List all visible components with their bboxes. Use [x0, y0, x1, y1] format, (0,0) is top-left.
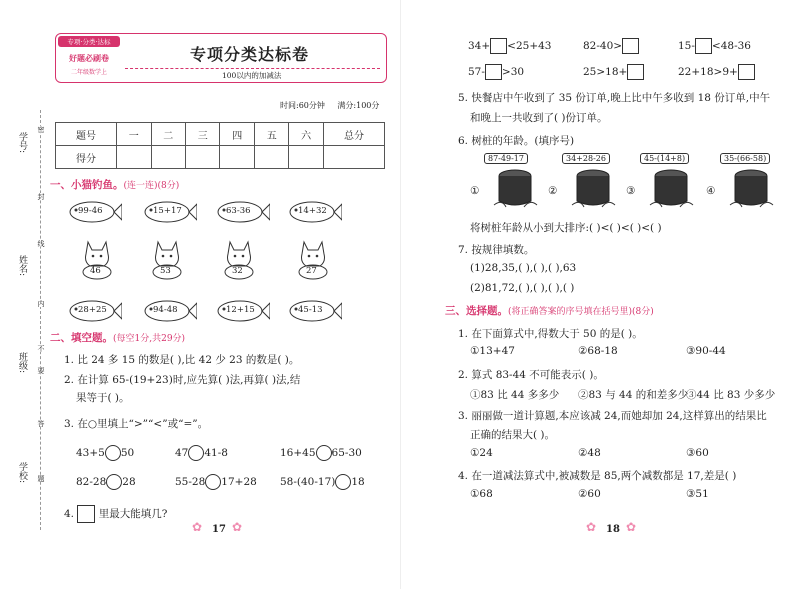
expr-part: 15- — [678, 40, 695, 52]
answer-box[interactable] — [627, 64, 644, 80]
class-label: 班级: — [17, 352, 27, 374]
score-header-cell: 五 — [254, 123, 288, 146]
section2-note: (每空1分,共29分) — [113, 334, 186, 344]
right-q4-item — [468, 38, 552, 54]
compare-item — [76, 474, 136, 490]
score-cell[interactable] — [151, 146, 185, 169]
expr-part: 82-40> — [583, 40, 623, 52]
compare-left: 43+5 — [76, 447, 105, 459]
stump-card — [548, 153, 628, 213]
cat-number: 27 — [306, 266, 317, 276]
score-cell[interactable] — [220, 146, 254, 169]
page-number-right: 18 — [606, 524, 620, 535]
cat-number: 46 — [90, 266, 101, 276]
section3-heading — [445, 303, 654, 318]
score-header-cell: 六 — [289, 123, 323, 146]
cat-card[interactable] — [80, 240, 114, 280]
score-table-row — [56, 146, 385, 169]
compare-circle[interactable] — [316, 445, 332, 461]
stump-number: ① — [470, 185, 480, 197]
stump-card — [470, 153, 550, 213]
cat-card[interactable] — [222, 240, 256, 280]
stump-card — [706, 153, 786, 213]
compare-item — [280, 445, 362, 461]
sidebar-dashed-line — [40, 110, 41, 530]
section1-title: 一、小猫钓鱼。 — [50, 179, 124, 191]
tree-stump-icon — [490, 167, 540, 211]
answer-box[interactable] — [485, 64, 502, 80]
seal-char: 要 — [37, 367, 45, 374]
expr-part: 57- — [468, 66, 485, 78]
compare-right: 28 — [122, 476, 136, 488]
fish-card[interactable] — [137, 299, 197, 323]
palm-icon: ✿ — [232, 520, 243, 534]
fish-card[interactable] — [137, 200, 197, 224]
cat-number: 32 — [232, 266, 243, 276]
header-badge: 专项·分类·达标 — [58, 36, 120, 47]
palm-icon: ✿ — [626, 520, 637, 534]
choice-option[interactable]: ①83 比 44 多多少 — [470, 389, 560, 401]
fish-card[interactable] — [62, 200, 122, 224]
compare-left: 47 — [175, 447, 189, 459]
question-text: 将树桩年龄从小到大排序:( )<( )<( )<( ) — [470, 222, 662, 234]
right-q4-item — [678, 38, 751, 54]
question-text: 里最大能填几? — [98, 508, 168, 520]
score-table-header — [56, 123, 385, 146]
tree-stump-icon — [568, 167, 618, 211]
compare-item — [280, 474, 365, 490]
expr-part: 22+18>9+ — [678, 66, 738, 78]
answer-box[interactable] — [490, 38, 507, 54]
seal-char: 答 — [37, 420, 45, 427]
compare-left: 16+45 — [280, 447, 316, 459]
header-grade: 二年级数学上 — [70, 69, 107, 76]
question-text: 7. 按规律填数。 — [458, 244, 535, 256]
score-header-cell: 总分 — [323, 123, 384, 146]
question-text: 正确的结果大( )。 — [470, 429, 556, 441]
score-cell[interactable] — [254, 146, 288, 169]
compare-left: 82-28 — [76, 476, 107, 488]
choice-option[interactable]: ③90-44 — [686, 345, 726, 357]
compare-circle[interactable] — [205, 474, 221, 490]
section2-title: 二、填空题。 — [50, 332, 113, 344]
question-text: 5. 快餐店中午收到了 35 份订单,晚上比中午多收到 18 份订单,中午 — [458, 92, 771, 104]
fish-label: 15+17 — [153, 206, 182, 216]
school-label: 学校: — [17, 462, 27, 484]
seal-char: 密 — [37, 126, 45, 133]
fish-card[interactable] — [210, 299, 270, 323]
stump-number: ④ — [706, 185, 716, 197]
expr-part: 25>18+ — [583, 66, 628, 78]
question-text: (1)28,35,( ),( ),( ),63 — [470, 262, 577, 274]
compare-left: 55-28 — [175, 476, 206, 488]
question-text: 1. 在下面算式中,得数大于 50 的是( )。 — [458, 328, 643, 340]
question-text: 2. 算式 83-44 不可能表示( )。 — [458, 369, 604, 381]
fish-label: 94-48 — [153, 305, 178, 315]
fish-label: 12+15 — [226, 305, 255, 315]
question-text: 6. 树桩的年龄。(填序号) — [458, 135, 575, 147]
compare-right: 41-8 — [204, 447, 228, 459]
palm-icon: ✿ — [586, 520, 597, 534]
compare-right: 17+28 — [221, 476, 257, 488]
stump-expr: 87-49-17 — [484, 153, 528, 164]
tree-stump-icon — [646, 167, 696, 211]
section3-note: (将正确答案的序号填在括号里)(8分) — [508, 307, 654, 317]
name-label: 姓名: — [17, 255, 27, 277]
expr-part: <25+43 — [507, 40, 552, 52]
section1-heading — [50, 177, 179, 192]
answer-box[interactable] — [622, 38, 639, 54]
question-text: 3. 丽丽做一道计算题,本应该减 24,而她却加 24,这样算出的结果比 — [458, 410, 767, 422]
student-no-label: 学号: — [17, 132, 27, 154]
page-number-left: 17 — [212, 524, 226, 535]
fish-label: 99-46 — [78, 206, 103, 216]
choice-option[interactable]: ③60 — [686, 447, 709, 459]
fish-card[interactable] — [210, 200, 270, 224]
page-divider — [400, 0, 401, 589]
fish-card[interactable] — [62, 299, 122, 323]
brand-panel — [58, 36, 120, 78]
score-row-label: 得分 — [56, 146, 117, 169]
fish-label: 14+32 — [298, 206, 327, 216]
answer-box[interactable] — [738, 64, 755, 80]
seal-char: 封 — [37, 193, 45, 200]
compare-right: 50 — [120, 447, 135, 459]
seal-char: 不 — [37, 345, 45, 352]
stump-number: ③ — [626, 185, 636, 197]
answer-box[interactable] — [77, 505, 95, 523]
exam-score: 满分:100分 — [337, 101, 380, 110]
answer-box[interactable] — [695, 38, 712, 54]
question-text: 3. 在○里填上“>”“<”或“=”。 — [64, 418, 209, 430]
compare-right: 18 — [351, 476, 365, 488]
exam-info — [280, 100, 379, 111]
fish-label: 45-13 — [298, 305, 323, 315]
stump-expr: 45-(14+8) — [640, 153, 689, 164]
score-cell[interactable] — [323, 146, 384, 169]
question-text: 1. 比 24 多 15 的数是( ),比 42 少 23 的数是( )。 — [64, 354, 300, 366]
score-cell[interactable] — [117, 146, 151, 169]
compare-item — [175, 474, 257, 490]
question-text: (2)81,72,( ),( ),( ),( ) — [470, 282, 575, 294]
choice-option[interactable]: ②68-18 — [578, 345, 618, 357]
fish-label: 28+25 — [78, 305, 107, 315]
choice-option[interactable]: ②83 与 44 的和差多少 — [578, 389, 689, 401]
page-title: 专项分类达标卷 — [190, 45, 310, 64]
question-number: 4. — [64, 508, 75, 520]
score-cell[interactable] — [289, 146, 323, 169]
question-text: 4. 在一道减法算式中,被减数是 85,两个减数都是 17,差是( ) — [458, 470, 737, 482]
right-q4-item — [468, 64, 524, 80]
section1-note: (连一连)(8分) — [123, 181, 180, 191]
question-text: 果等于( )。 — [76, 392, 130, 404]
cat-number: 53 — [160, 266, 171, 276]
compare-circle[interactable] — [188, 445, 204, 461]
exam-time: 时间:60分钟 — [280, 101, 325, 110]
score-header-cell: 四 — [220, 123, 254, 146]
seal-char: 题 — [37, 475, 45, 482]
seal-char: 内 — [37, 300, 45, 307]
section3-title: 三、选择题。 — [445, 305, 508, 317]
fish-card[interactable] — [282, 200, 342, 224]
score-cell[interactable] — [185, 146, 219, 169]
compare-item — [76, 445, 134, 461]
expr-part: 34+ — [468, 40, 491, 52]
compare-left: 58-(40-17) — [280, 476, 336, 488]
right-q4-item — [583, 64, 644, 80]
right-q4-item — [583, 38, 639, 54]
compare-circle[interactable] — [105, 445, 121, 461]
stump-expr: 35-(66-58) — [720, 153, 770, 164]
score-table — [55, 122, 385, 169]
compare-item — [175, 445, 228, 461]
compare-right: 65-30 — [331, 447, 362, 459]
cat-card[interactable] — [150, 240, 184, 280]
choice-option[interactable]: ③44 比 83 少多少 — [686, 389, 776, 401]
score-header-cell: 题号 — [56, 123, 117, 146]
header-brand: 好题必刷卷 — [69, 53, 109, 63]
section2-heading — [50, 330, 185, 345]
stump-card — [626, 153, 706, 213]
seal-char: 线 — [37, 240, 45, 247]
score-header-cell: 一 — [117, 123, 151, 146]
question-4 — [64, 505, 167, 523]
page-subtitle: 100以内的加减法 — [222, 71, 282, 80]
fish-label: 63-36 — [226, 206, 251, 216]
palm-icon: ✿ — [192, 520, 203, 534]
cat-card[interactable] — [296, 240, 330, 280]
stump-number: ② — [548, 185, 558, 197]
compare-circle[interactable] — [335, 474, 351, 490]
tree-stump-icon — [726, 167, 776, 211]
choice-option[interactable]: ③51 — [686, 488, 709, 500]
score-header-cell: 三 — [185, 123, 219, 146]
choice-option[interactable]: ①24 — [470, 447, 493, 459]
score-header-cell: 二 — [151, 123, 185, 146]
fish-card[interactable] — [282, 299, 342, 323]
expr-part: >30 — [501, 66, 525, 78]
right-q4-item — [678, 64, 755, 80]
question-text: 和晚上一共收到了( )份订单。 — [470, 112, 608, 124]
choice-option[interactable]: ②48 — [578, 447, 601, 459]
choice-option[interactable]: ①68 — [470, 488, 493, 500]
choice-option[interactable]: ①13+47 — [470, 345, 515, 357]
stump-expr: 34+28-26 — [562, 153, 610, 164]
compare-circle[interactable] — [106, 474, 122, 490]
choice-option[interactable]: ②60 — [578, 488, 601, 500]
expr-part: <48-36 — [711, 40, 751, 52]
question-text: 2. 在计算 65-(19+23)时,应先算( )法,再算( )法,结 — [64, 374, 301, 386]
title-rule — [125, 68, 380, 69]
